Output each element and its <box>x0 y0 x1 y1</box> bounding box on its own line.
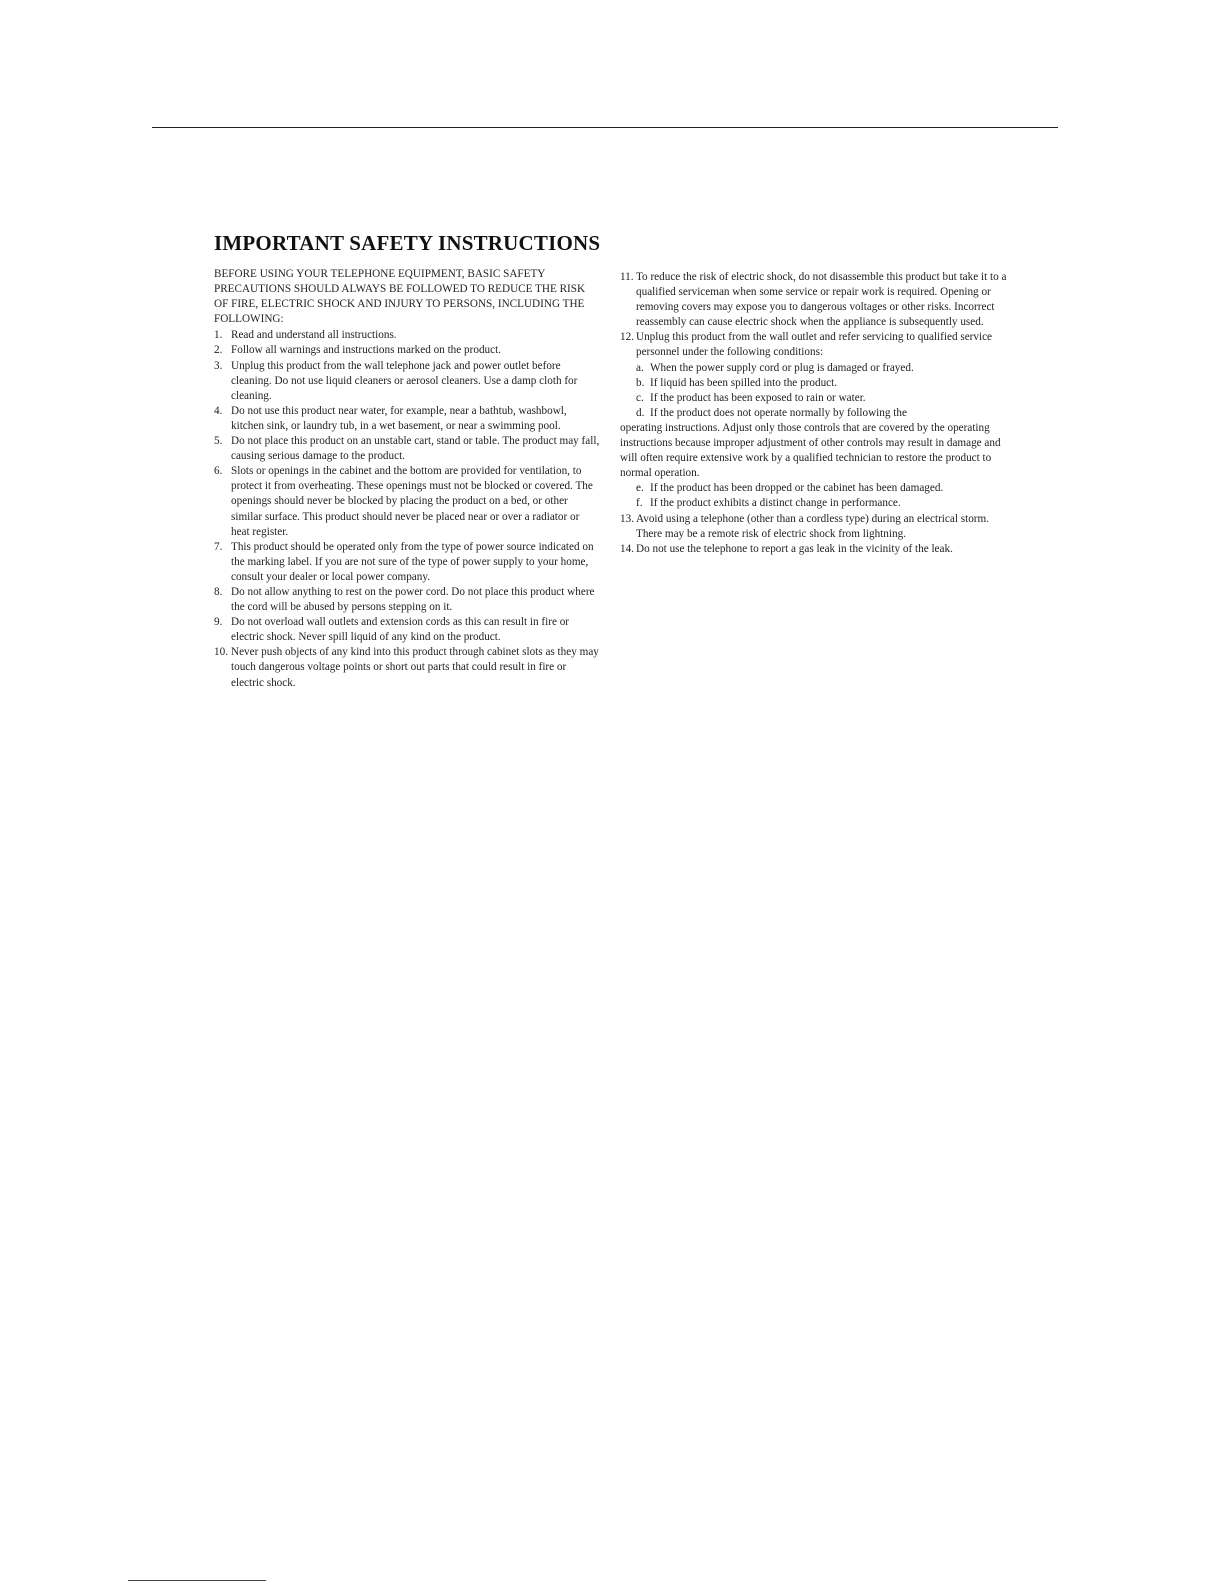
item-text: Do not place this product on an unstable cart, stand or table. The product may fall, causing serious damage to the product. <box>231 435 600 463</box>
condition-d <box>620 406 1008 421</box>
condition-c <box>620 391 1008 406</box>
item-number: 4. <box>214 404 223 417</box>
item-number: 13. <box>620 512 634 525</box>
instruction-item-6 <box>214 464 600 539</box>
item-text: Follow all warnings and instructions marked on the product. <box>231 344 502 357</box>
left-column <box>214 267 600 691</box>
instruction-item-13 <box>620 512 1008 542</box>
instruction-item-5 <box>214 434 600 464</box>
condition-text: If the product has been exposed to rain or water. <box>650 391 866 404</box>
item-text: Do not overload wall outlets and extension cords as this can result in fire or electric shock. Never spill liquid of any kind on the product. <box>231 616 570 644</box>
condition-letter: a. <box>636 361 644 374</box>
item-number: 14. <box>620 542 634 555</box>
item-text: This product should be operated only from the type of power source indicated on the marking label. If you are not sure of the type of power supply to your home, consult your dealer or local power company. <box>231 540 594 583</box>
item-number: 12. <box>620 331 634 344</box>
instruction-item-3 <box>214 359 600 404</box>
item-text: Unplug this product from the wall outlet and refer servicing to qualified service personnel under the following conditions: <box>636 331 993 359</box>
item-number: 11. <box>620 271 634 283</box>
item-text: Do not use this product near water, for example, near a bathtub, washbowl, kitchen sink, or laundry tub, in a wet basement, or near a swimming pool. <box>231 404 567 432</box>
condition-d-continued: operating instructions. Adjust only those controls that are covered by the operating instructions because improper adjustment of other controls may result in damage and will often require extensive work by a qualified technician to restore the product to normal operation. <box>620 421 1001 480</box>
condition-a <box>620 361 1008 376</box>
condition-b <box>620 376 1008 391</box>
header-rule <box>152 127 1058 128</box>
footer-rule <box>128 1580 266 1581</box>
instruction-item-12 <box>620 330 1008 360</box>
instruction-item-4 <box>214 404 600 434</box>
condition-text: When the power supply cord or plug is damaged or frayed. <box>650 361 914 374</box>
condition-text: If the product has been dropped or the cabinet has been damaged. <box>650 482 944 495</box>
condition-letter: b. <box>636 376 645 389</box>
condition-text: If liquid has been spilled into the product. <box>650 376 838 389</box>
intro-paragraph: BEFORE USING YOUR TELEPHONE EQUIPMENT, BASIC SAFETY PRECAUTIONS SHOULD ALWAYS BE FOLLOWED TO REDUCE THE RISK OF FIRE, ELECTRIC SHOCK AND INJURY TO PERSONS, INCLUDING THE FOLLOWING: <box>214 268 586 326</box>
item-text: To reduce the risk of electric shock, do not disassemble this product but take it to a qualified serviceman when some service or repair work is required. Opening or removing covers may expose you to dangerous voltages or other risks. Incorrect reassembly can cause electric shock when the appliance is subsequently used. <box>636 271 1007 329</box>
item-text: Slots or openings in the cabinet and the bottom are provided for ventilation, to protect it from overheating. These openings must not be blocked or covered. The openings should never be blocked by placing the product on a bed, or other similar surface. This product should never be placed near or over a radiator or heat register. <box>231 465 593 538</box>
item-number: 9. <box>214 616 223 629</box>
condition-text: If the product exhibits a distinct change in performance. <box>650 497 901 510</box>
item-number: 6. <box>214 465 223 478</box>
instruction-item-8 <box>214 585 600 615</box>
condition-f <box>620 496 1008 511</box>
instruction-item-1 <box>214 328 600 343</box>
right-column <box>620 270 1008 557</box>
condition-letter: f. <box>636 497 643 510</box>
item-number: 2. <box>214 344 223 357</box>
item-number: 10. <box>214 646 228 659</box>
item-text: Read and understand all instructions. <box>231 329 397 342</box>
instruction-item-7 <box>214 540 600 585</box>
item-text: Never push objects of any kind into this product through cabinet slots as they may touch dangerous voltage points or short out parts that could result in fire or electric shock. <box>231 646 599 689</box>
item-text: Avoid using a telephone (other than a cordless type) during an electrical storm. There may be a remote risk of electric shock from lightning. <box>636 512 990 540</box>
condition-letter: c. <box>636 391 644 404</box>
page-title: IMPORTANT SAFETY INSTRUCTIONS <box>214 231 601 255</box>
item-number: 1. <box>214 329 223 342</box>
item-text: Unplug this product from the wall telephone jack and power outlet before cleaning. Do not use liquid cleaners or aerosol cleaners. Use a damp cloth for cleaning. <box>231 359 578 402</box>
instruction-item-11 <box>620 270 1008 330</box>
item-number: 8. <box>214 585 223 598</box>
item-number: 5. <box>214 435 223 448</box>
instruction-item-2 <box>214 343 600 358</box>
instruction-item-9 <box>214 615 600 645</box>
condition-text: If the product does not operate normally by following the <box>650 406 907 419</box>
instruction-item-14 <box>620 542 1008 557</box>
condition-letter: d. <box>636 406 645 419</box>
condition-letter: e. <box>636 482 644 495</box>
item-text: Do not allow anything to rest on the power cord. Do not place this product where the cord will be abused by persons stepping on it. <box>231 585 595 614</box>
item-number: 7. <box>214 540 223 553</box>
condition-e <box>620 481 1008 496</box>
item-text: Do not use the telephone to report a gas leak in the vicinity of the leak. <box>636 542 953 555</box>
instruction-item-10 <box>214 645 600 690</box>
item-number: 3. <box>214 359 223 372</box>
